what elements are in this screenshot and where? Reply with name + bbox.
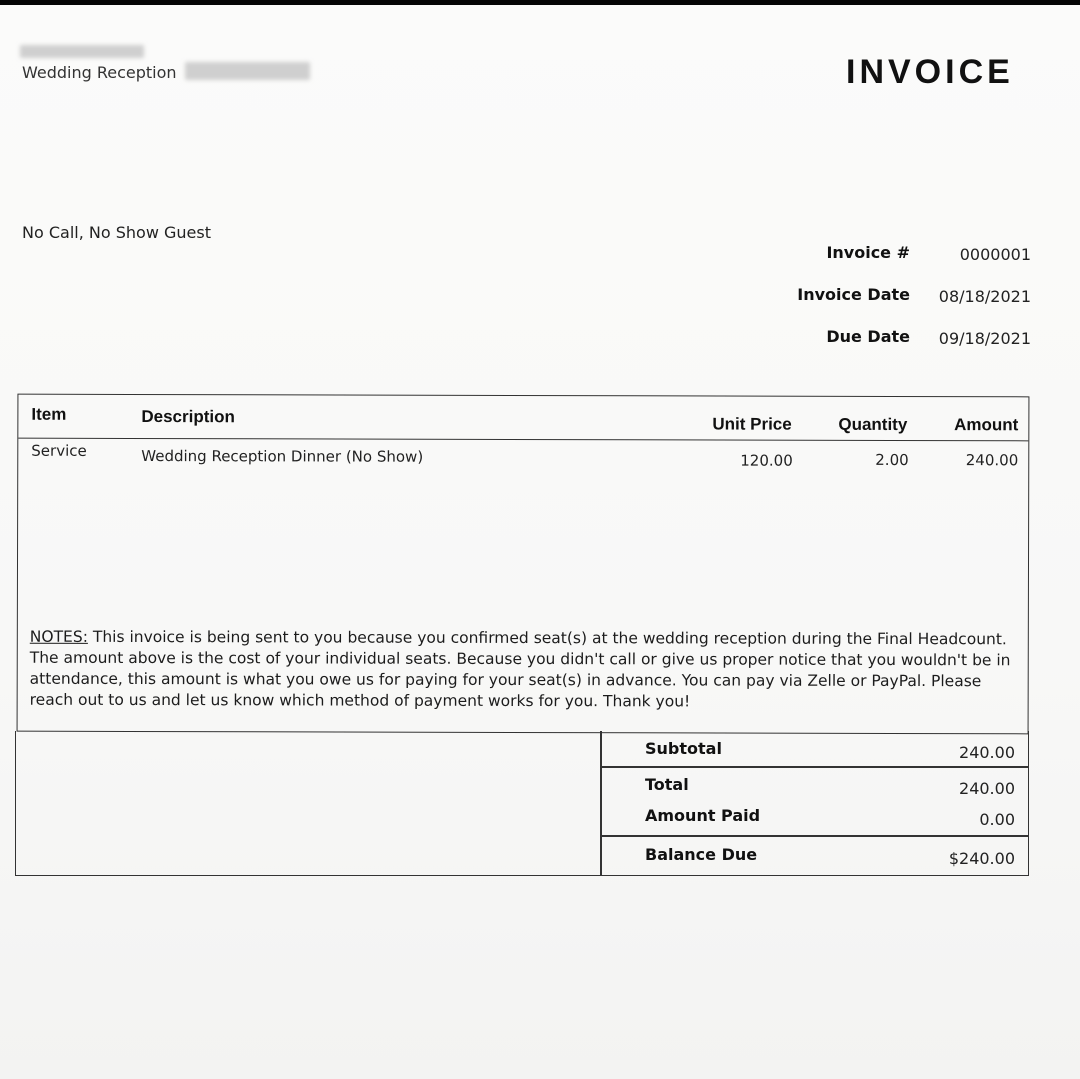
totals-line-1 (601, 766, 1029, 768)
totals-section (15, 731, 1029, 876)
invoice-number-value: 0000001 (959, 245, 1031, 264)
due-date-value: 09/18/2021 (938, 329, 1031, 348)
column-header-amount: Amount (954, 415, 1019, 435)
invoice-date-value: 08/18/2021 (938, 287, 1031, 306)
totals-divider (600, 731, 602, 875)
notes-paragraph (30, 627, 1020, 714)
column-header-description: Description (141, 407, 235, 427)
table-header-row (18, 395, 1028, 442)
amount-paid-value: 0.00 (979, 810, 1015, 829)
redacted-text-top (20, 45, 144, 58)
row-description: Wedding Reception Dinner (No Show) (141, 447, 424, 466)
due-date-label: Due Date (826, 327, 910, 346)
document-title: INVOICE (846, 53, 1014, 91)
row-amount: 240.00 (965, 451, 1019, 470)
bill-to-name: No Call, No Show Guest (22, 223, 211, 242)
subtotal-value: 240.00 (959, 743, 1015, 762)
row-item: Service (31, 441, 87, 460)
notes-text: This invoice is being sent to you because you confirmed seat(s) at the wedding reception during the Final Headcount. The amount above is the cost of your individual seats. Because you didn't call or give us proper notice that you wouldn't be in attendance, this amount is what you owe us for paying for your seat(s) in advance. You can pay via Zelle or PayPal. Please reach out to us and let us know which method of payment works for you. Thank you! (29, 627, 1011, 711)
column-header-item: Item (31, 404, 67, 424)
column-header-unit-price: Unit Price (712, 414, 792, 434)
invoice-date-label: Invoice Date (797, 285, 910, 304)
redacted-text-right (185, 62, 310, 80)
invoice-number-label: Invoice # (826, 243, 910, 262)
sender-name: Wedding Reception (22, 63, 177, 82)
total-value: 240.00 (959, 779, 1015, 798)
totals-line-2 (601, 835, 1029, 837)
invoice-page (0, 5, 1080, 1079)
column-header-quantity: Quantity (838, 414, 908, 435)
total-label: Total (645, 775, 689, 794)
amount-paid-label: Amount Paid (645, 806, 761, 825)
row-quantity: 2.00 (875, 450, 909, 470)
subtotal-label: Subtotal (645, 739, 722, 758)
balance-due-value: $240.00 (948, 849, 1015, 868)
notes-label: NOTES: (29, 627, 88, 646)
balance-due-label: Balance Due (645, 845, 758, 864)
line-items-table (17, 394, 1030, 735)
row-unit-price: 120.00 (740, 451, 793, 470)
